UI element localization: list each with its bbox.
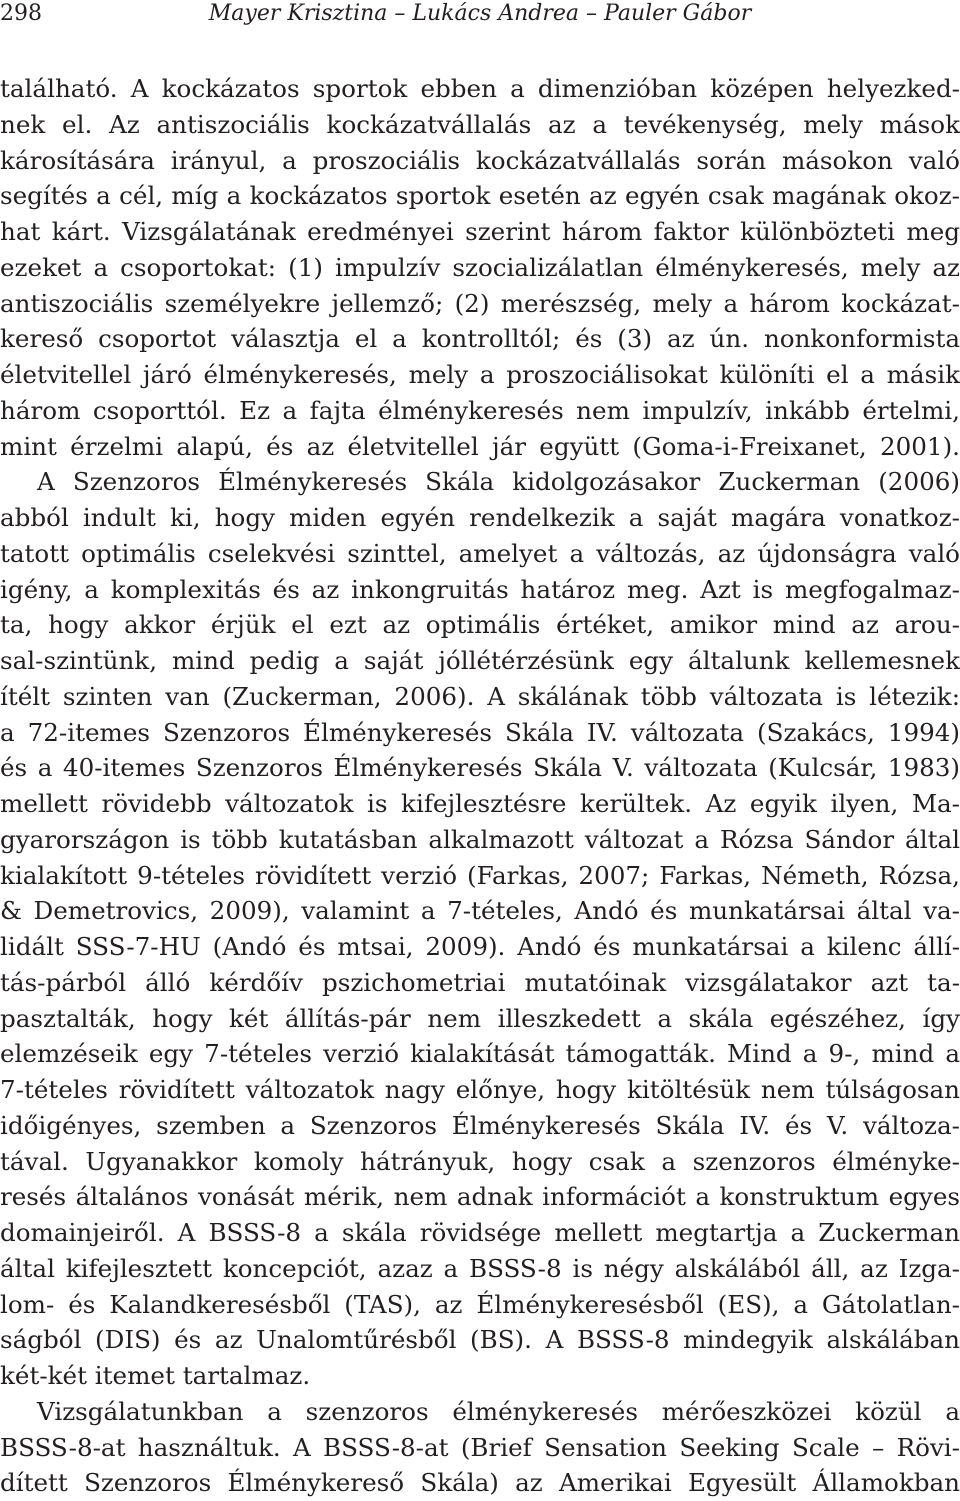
text-line: életvitellel járó élménykeresés, mely a proszociálisokat különíti el a másik [0, 360, 960, 389]
paragraph-1 [0, 71, 960, 464]
text-line: ítélt szinten van (Zuckerman, 2006). A skálának több változata is létezik: [0, 681, 960, 711]
body-text [0, 71, 960, 1501]
text-line: időigényes, szemben a Szenzoros Élménykeresés Skála IV. és V. változa- [0, 1110, 960, 1140]
text-line: pasztalták, hogy két állítás-pár nem illeszkedett a skála egészéhez, így [0, 1003, 960, 1033]
text-line: tás-párból álló kérdőív pszichometriai mutatóinak vizsgálatakor azt ta- [0, 967, 960, 997]
text-line: abból indult ki, hogy miden egyén rendelkezik a saját magára vonatkoz- [0, 503, 960, 532]
text-line: nek el. Az antiszociális kockázatvállalás az a tevékenység, mely mások [0, 109, 960, 139]
text-line: lom- és Kalandkeresésből (TAS), az Élménykeresésből (ES), a Gátolatlan- [0, 1289, 960, 1319]
text-line: található. A kockázatos sportok ebben a dimenzióban középen helyezked- [0, 74, 960, 103]
text-line: mellett rövidebb változatok is kifejlesztésre kerültek. Az egyik ilyen, Ma- [0, 789, 960, 818]
text-line: antiszociális személyekre jellemző; (2) merészség, mely a három kockázat- [0, 288, 960, 318]
text-line: tatott optimális cselekvési szinttel, amelyet a változás, az újdonságra való [0, 538, 960, 568]
text-line: lidált SSS-7-HU (Andó és mtsai, 2009). Andó és munkatársai a kilenc állí- [0, 932, 960, 961]
text-line: & Demetrovics, 2009), valamint a 7-tételes, Andó és munkatársai által va- [0, 896, 960, 926]
text-line: ságból (DIS) és az Unalomtűrésből (BS). A BSSS-8 mindegyik alskálában [0, 1325, 960, 1355]
text-line: ezeket a csoportokat: (1) impulzív szocializálatlan élménykeresés, mely az [0, 252, 960, 282]
page-number: 298 [0, 1, 42, 26]
paragraph-2 [0, 464, 960, 1394]
text-line: 7-tételes rövidített változatok nagy előnye, hogy kitöltésük nem túlságosan [0, 1075, 960, 1104]
page-header [0, 0, 960, 30]
text-line: mint érzelmi alapú, és az életvitellel jár együtt (Goma-i-Freixanet, 2001). [0, 431, 960, 461]
text-line: a 72-itemes Szenzoros Élménykeresés Skála IV. változata (Szakács, 1994) [0, 717, 960, 747]
text-line: kialakított 9-tételes rövidített verzió (Farkas, 2007; Farkas, Németh, Rózsa, [0, 860, 960, 890]
text-line: hat kárt. Vizsgálatának eredményei szerint három faktor különbözteti meg [0, 217, 960, 246]
text-line: károsítására irányul, a proszociális kockázatvállalás során másokon való [0, 145, 960, 175]
text-line: három csoporttól. Ez a fajta élménykeresés nem impulzív, inkább értelmi, [0, 395, 960, 425]
text-line: A Szenzoros Élménykeresés Skála kidolgozásakor Zuckerman (2006) [37, 467, 960, 497]
text-line: által kifejlesztett koncepciót, azaz a BSSS-8 is négy alskálából áll, az Izga- [0, 1253, 960, 1283]
text-line: segítés a cél, míg a kockázatos sportok esetén az egyén csak magának okoz- [0, 181, 960, 211]
text-line: ta, hogy akkor érjük el ezt az optimális értéket, amikor mind az arou- [0, 610, 960, 640]
paragraph-3 [0, 1394, 960, 1501]
text-line: tával. Ugyanakkor komoly hátrányuk, hogy csak a szenzoros élményke- [0, 1146, 960, 1176]
text-line: és a 40-itemes Szenzoros Élménykeresés Skála V. változata (Kulcsár, 1983) [0, 753, 960, 783]
text-line: elemzéseik egy 7-tételes verzió kialakítását támogatták. Mind a 9-, mind a [0, 1039, 960, 1069]
text-line: kereső csoportot választja el a kontrolltól; és (3) az ún. nonkonformista [0, 324, 960, 354]
text-line: dített Szenzoros Élménykereső Skála) az Amerikai Egyesült Államokban [0, 1468, 960, 1498]
text-line: igény, a komplexitás és az inkongruitás határoz meg. Azt is megfogalmaz- [0, 574, 960, 604]
text-line: domainjeiről. A BSSS-8 a skála rövidsége mellett megtartja a Zuckerman [0, 1218, 960, 1247]
text-line: Vizsgálatunkban a szenzoros élménykeresés mérőeszközei közül a [37, 1396, 960, 1426]
text-line: resés általános vonását mérik, nem adnak információt a konstruktum egyes [0, 1182, 960, 1212]
text-line: két-két itemet tartalmaz. [0, 1361, 311, 1390]
text-line: BSSS-8-at használtuk. A BSSS-8-at (Brief Sensation Seeking Scale – Rövi- [0, 1432, 960, 1462]
running-head: Mayer Krisztina – Lukács Andrea – Pauler Gábor [208, 1, 752, 26]
text-line: sal-szintünk, mind pedig a saját jóllétérzésünk egy általunk kellemesnek [0, 646, 960, 675]
text-line: gyarországon is több kutatásban alkalmazott változat a Rózsa Sándor által [0, 824, 960, 854]
